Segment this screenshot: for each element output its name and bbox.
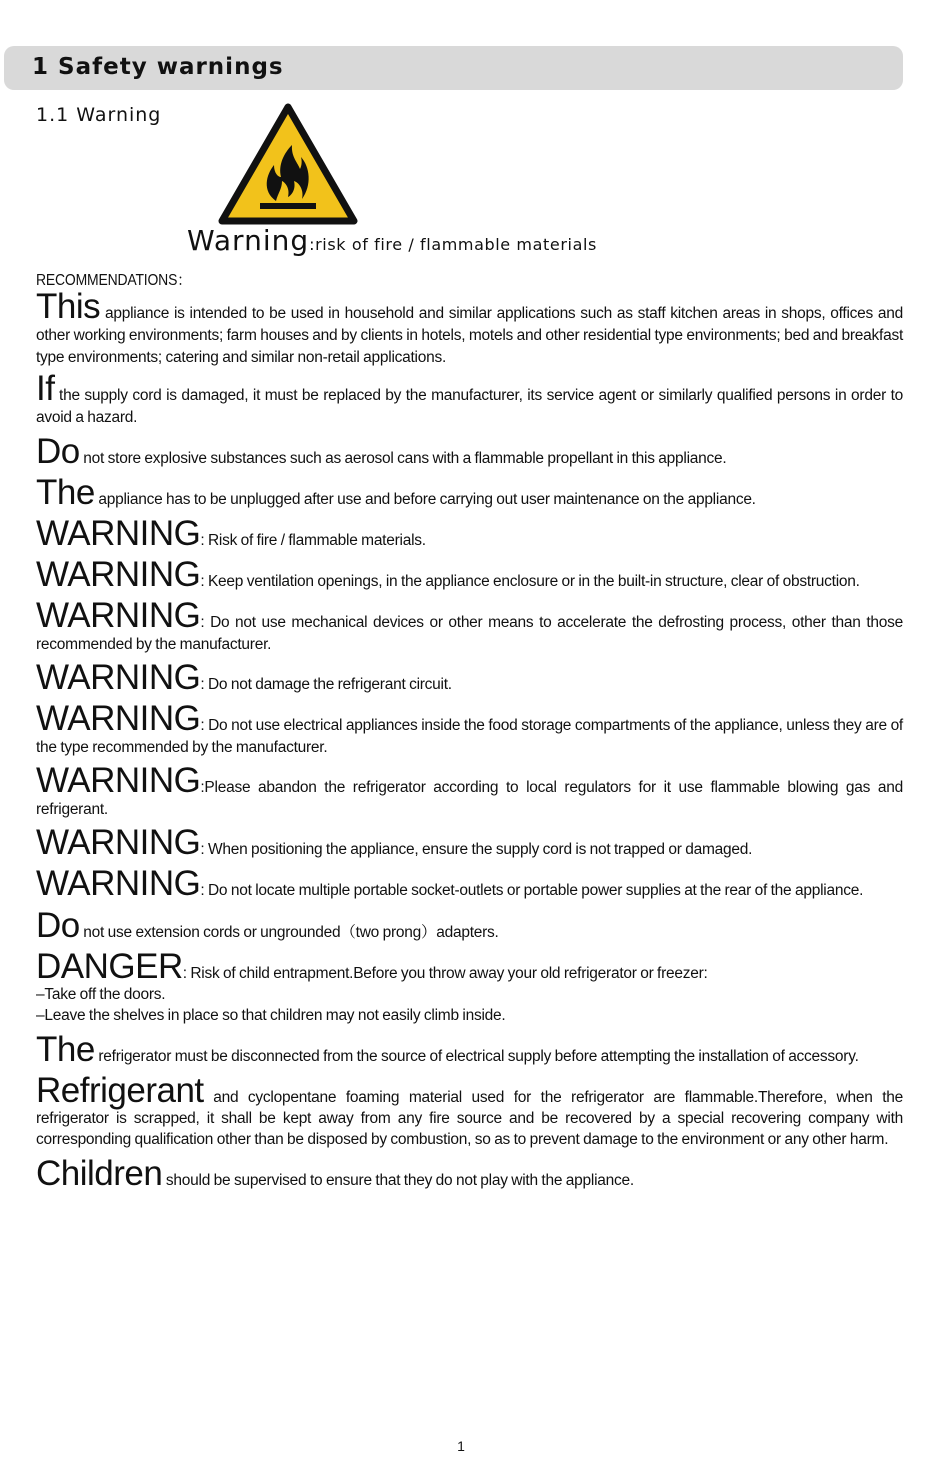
item-text: : Risk of child entrapment.Before you throw away your old refrigerator or freezer: [182, 965, 708, 982]
safety-item-warning-defrost [36, 596, 903, 656]
item-lead: WARNING [36, 514, 201, 553]
warning-caption [187, 224, 597, 257]
page-number: 1 [457, 1438, 465, 1454]
safety-item-children [36, 1154, 903, 1193]
item-text: and cyclopentane foaming material used for the refrigerator are flammable.Therefore, when the refrigerator is scrapped, it shall be kept away from any fire source and be recovered by a special recovering company with corresponding qualification other than be disposed by combustion, so as to prevent damage to the environment or any other harm. [36, 1089, 903, 1148]
item-text: should be supervised to ensure that they do not play with the appliance. [162, 1172, 634, 1189]
safety-item-do [36, 432, 903, 471]
item-text: : Do not damage the refrigerant circuit. [200, 676, 452, 693]
subsection-title: 1.1 Warning [36, 104, 162, 126]
item-text: :Please abandon the refrigerator according to local regulators for it use flammable blowing gas and refrigerant. [36, 779, 903, 818]
safety-item-warning-ventilation [36, 555, 903, 594]
item-lead: WARNING [36, 596, 201, 635]
item-lead: WARNING [36, 658, 201, 697]
item-lead: WARNING [36, 864, 201, 903]
item-text: : Do not use mechanical devices or other means to accelerate the defrosting process, other than those recommended by the manufacturer. [36, 614, 903, 653]
safety-item-warning-electrical [36, 699, 903, 759]
item-lead: The [36, 1030, 95, 1069]
item-text: the supply cord is damaged, it must be replaced by the manufacturer, its service agent or similarly qualified persons in order to avoid a hazard. [36, 387, 903, 426]
warning-caption-big: Warning [187, 224, 310, 257]
item-text: : Do not locate multiple portable socket-outlets or portable power supplies at the rear of the appliance. [200, 882, 864, 899]
flammable-warning-icon [218, 103, 358, 225]
item-text: appliance is intended to be used in household and similar applications such as staff kitchen areas in shops, offices and other working environments; farm houses and by clients in hotels, motels and other residential type environments; bed and breakfast type environments; catering and similar non-retail applications. [36, 305, 903, 366]
item-lead: DANGER [36, 947, 183, 986]
item-lead: Refrigerant [36, 1071, 204, 1110]
safety-item-warning-cord [36, 823, 903, 862]
item-text: : Keep ventilation openings, in the appliance enclosure or in the built-in structure, clear of obstruction. [200, 573, 860, 590]
item-lead: Do [36, 906, 80, 945]
item-lead: If [36, 369, 55, 408]
item-lead: Children [36, 1154, 163, 1193]
item-lead: WARNING [36, 699, 201, 738]
item-text: appliance has to be unplugged after use and before carrying out user maintenance on the appliance. [94, 491, 756, 508]
warning-caption-small: :risk of fire / flammable materials [309, 235, 597, 254]
danger-step: –Take off the doors. [36, 986, 166, 1003]
safety-item-warning-abandon [36, 761, 903, 821]
safety-item-if [36, 369, 903, 429]
safety-item-warning-fire [36, 514, 903, 553]
item-text: refrigerator must be disconnected from the source of electrical supply before attempting the installation of accessory. [94, 1048, 859, 1065]
safety-item-warning-circuit [36, 658, 903, 697]
safety-item-danger [36, 947, 903, 1026]
item-lead: WARNING [36, 823, 201, 862]
item-lead: WARNING [36, 761, 201, 800]
item-text: : When positioning the appliance, ensure the supply cord is not trapped or damaged. [200, 841, 753, 858]
safety-item-extension-cords [36, 906, 903, 945]
item-lead: This [36, 287, 101, 326]
item-lead: The [36, 473, 95, 512]
item-text: not use extension cords or ungrounded（two prong）adapters. [79, 924, 499, 941]
safety-item-the [36, 473, 903, 512]
section-title: 1 Safety warnings [32, 54, 284, 80]
item-text: not store explosive substances such as aerosol cans with a flammable propellant in this appliance. [79, 450, 727, 467]
safety-item-this [36, 287, 903, 369]
item-lead: Do [36, 432, 80, 471]
recommendations-label: RECOMMENDATIONS： [36, 272, 191, 289]
safety-item-refrigerant [36, 1071, 903, 1150]
danger-step: –Leave the shelves in place so that children may not easily climb inside. [36, 1007, 506, 1024]
safety-item-warning-sockets [36, 864, 903, 903]
item-text: : Risk of fire / flammable materials. [200, 532, 426, 549]
item-lead: WARNING [36, 555, 201, 594]
safety-item-disconnect [36, 1030, 903, 1069]
item-text: : Do not use electrical appliances inside the food storage compartments of the appliance, unless they are of the type recommended by the manufacturer. [36, 717, 903, 756]
